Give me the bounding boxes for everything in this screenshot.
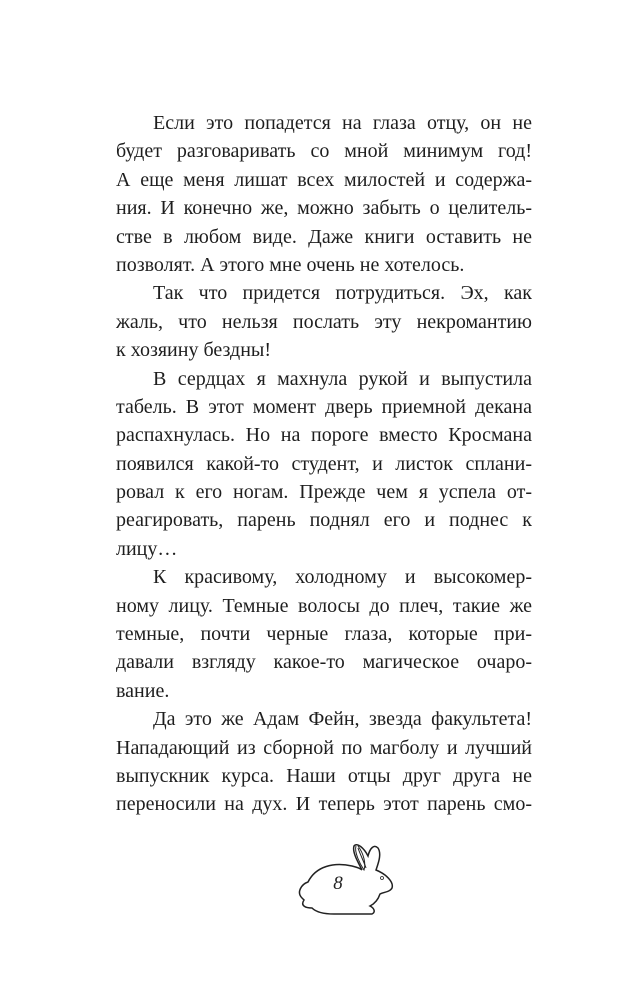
text-line: В сердцах я махнула рукой и выпустила [153,367,532,390]
text-line: ному лицу. Темные волосы до плеч, такие же [116,594,532,617]
text-line: распахнулась. Но на пороге вместо Кросмана [116,424,532,447]
text-line: выпускник курса. Наши отцы друг друга не [116,764,532,787]
text-line: будет разговаривать со мной минимум год! [116,140,532,163]
text-line: темные, почти черные глаза, которые при- [116,623,532,646]
text-line: Если это попадется на глаза отцу, он не [153,112,532,134]
text-line: лицу… [116,537,178,560]
text-line: стве в любом виде. Даже книги оставить не [116,225,532,248]
text-line: А еще меня лишат всех милостей и содержа- [116,168,532,191]
text-line: Так что придется потрудиться. Эх, как [153,282,532,305]
text-line: К красивому, холодному и высокомер- [153,566,532,589]
text-line: переносили на дух. И теперь этот парень смо- [116,793,532,816]
text-line: ния. И конечно же, можно забыть о целитель- [116,197,532,220]
text-line: Нападающий из сборной по магболу и лучший [116,736,532,759]
text-line: жаль, что нельзя послать эту некромантию [116,310,532,333]
text-line: давали взгляду какое-то магическое очаро- [116,651,532,674]
text-line: позволят. А этого мне очень не хотелось. [116,253,465,276]
page-body-text [116,109,532,819]
text-line: ровал к его ногам. Прежде чем я успела от- [116,481,532,504]
text-line: появился какой-то студент, и листок сплани- [116,452,532,475]
text-line: к хозяину бездны! [116,339,272,362]
rabbit-icon [294,840,404,920]
text-line: Да это же Адам Фейн, звезда факультета! [153,708,532,731]
text-line: реагировать, парень поднял его и поднес к [116,509,532,532]
text-line: вание. [116,679,170,702]
page-number: 8 [333,873,343,894]
text-line: табель. В этот момент дверь приемной декана [116,395,532,418]
